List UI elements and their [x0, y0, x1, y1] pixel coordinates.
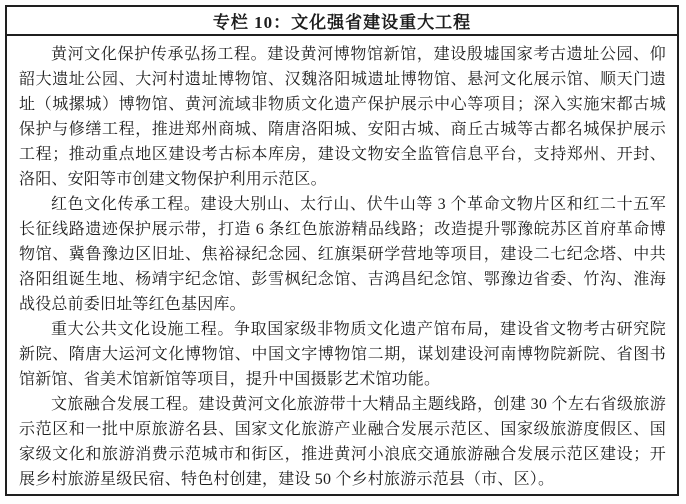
- panel-title: 专栏 10：文化强省建设重大工程: [212, 13, 472, 32]
- column-panel: [5, 5, 679, 496]
- panel-body: [7, 36, 677, 492]
- panel-header: [7, 7, 677, 36]
- paragraph-yellow-river-culture-project: 黄河文化保护传承弘扬工程。建设黄河博物馆新馆，建设殷墟国家考古遗址公园、仰韶大遗址公园、大河村遗址博物馆、汉魏洛阳城遗址博物馆、悬河文化展示馆、顺天门遗址（城摞城）博物馆、黄河流域非物质文化遗产保护展示中心等项目；深入实施宋都古城保护与修缮工程，推进郑州商城、隋唐洛阳城、安阳古城、商丘古城等古都名城保护展示工程；推动重点地区建设考古标本库房，建设文物安全监管信息平台，支持郑州、开封、洛阳、安阳等市创建文物保护利用示范区。: [19, 46, 666, 188]
- paragraph-culture-tourism-integration-project: 文旅融合发展工程。建设黄河文化旅游带十大精品主题线路，创建 30 个左右省级旅游示范区和一批中原旅游名县、国家文化旅游产业融合发展示范区、国家级旅游度假区、国家级文化和旅游消费示范城市和街区，推进黄河小浪底交通旅游融合发展示范区建设；开展乡村旅游星级民宿、特色村创建，建设 50 个乡村旅游示范县（市、区）。: [19, 396, 666, 488]
- paragraph-major-public-culture-facilities-project: 重大公共文化设施工程。争取国家级非物质文化遗产馆布局，建设省文物考古研究院新院、隋唐大运河文化博物馆、中国文字博物馆二期，谋划建设河南博物院新院、省图书馆新馆、省美术馆新馆等项目，提升中国摄影艺术馆功能。: [19, 321, 666, 388]
- paragraph-red-culture-heritage-project: 红色文化传承工程。建设大别山、太行山、伏牛山等 3 个革命文物片区和红二十五军长征线路遗迹保护展示带，打造 6 条红色旅游精品线路；改造提升鄂豫皖苏区首府革命博物馆、冀鲁豫边区旧址、焦裕禄纪念园、红旗渠研学营地等项目，建设二七纪念塔、中共洛阳组诞生地、杨靖宇纪念馆、彭雪枫纪念馆、吉鸿昌纪念馆、鄂豫边省委、竹沟、淮海战役总前委旧址等红色基因库。: [19, 196, 666, 313]
